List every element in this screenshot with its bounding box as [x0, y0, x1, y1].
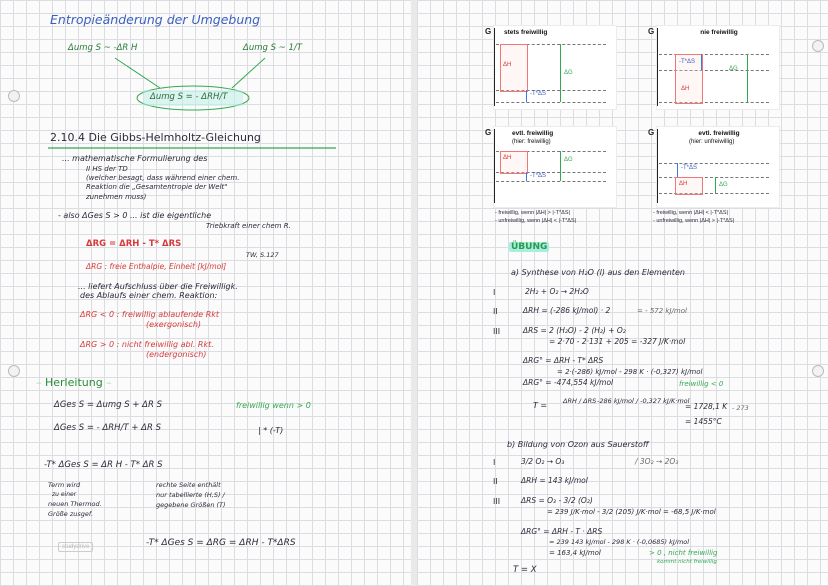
dG-label: ΔG	[719, 182, 728, 188]
derivation-step-1-note: freiwillig wenn > 0	[236, 401, 311, 410]
derivation-step-3: -T* ΔGes S = ΔR H - T* ΔR S	[44, 460, 163, 470]
TdS-label: -T*ΔS	[681, 165, 698, 171]
right-side-note-1: rechte Seite enthält	[156, 481, 221, 489]
task-a-II: ΔRH = (-286 kJ/mol) · 2	[523, 306, 611, 315]
task-a-G-1: ΔRG° = ΔRH - T* ΔRS	[523, 356, 604, 365]
derivation-step-2: ΔGes S = - ΔRH/T + ΔR S	[54, 423, 161, 433]
panel-title: evtl. freiwillig	[512, 130, 554, 137]
term-note-3: neuen Thermod.	[48, 500, 102, 508]
dG-arrow	[560, 44, 561, 102]
derivation-heading	[36, 377, 112, 390]
diagram-stets-freiwillig	[485, 25, 617, 110]
section-underline	[48, 146, 338, 150]
heading-dash-icon: –	[102, 376, 112, 389]
g-axis-label: G	[648, 128, 655, 137]
task-b-heading: b) Bildung von Ozon aus Sauerstoff	[507, 440, 649, 449]
task-b-I-num: I	[493, 458, 496, 467]
binder-hole	[812, 40, 824, 52]
dH-label: ΔH	[681, 86, 690, 92]
right-notebook-page	[417, 0, 828, 586]
info-line-2: des Ablaufs einer chem. Reaktion:	[80, 291, 218, 300]
dG-arrow	[560, 151, 561, 181]
exercise-heading	[509, 242, 549, 252]
eq-right: Δumg S ~ 1/T	[243, 43, 302, 53]
g-axis-label: G	[648, 27, 655, 36]
intro-line-3: (welcher besagt, dass während einer chem.	[86, 174, 240, 182]
right-side-note-3: gegebene Größen (T)	[156, 501, 226, 509]
derivation-step-1: ΔGes S = Δumg S + ΔR S	[54, 400, 163, 410]
task-a-T-frac-1: ΔRH / ΔRS	[563, 397, 597, 405]
TdS-arrow	[526, 172, 527, 181]
task-b-I-alt: / 3O₂ → 2O₃	[635, 457, 679, 466]
dG-arrow	[715, 177, 716, 193]
intro-line-4: Reaktion die „Gesamtentropie der Welt"	[86, 183, 228, 191]
intro-line-2: II HS der TD	[86, 165, 128, 173]
task-a-T-result-1-note: - 273	[732, 404, 749, 412]
also-line-2: Triebkraft einer chem R.	[206, 222, 291, 230]
task-b-T: T = X	[513, 565, 537, 575]
intro-line-1: ... mathematische Formulierung des	[62, 154, 208, 163]
task-b-I: 3/2 O₂ → O₃	[521, 457, 565, 466]
g-axis-label: G	[485, 128, 492, 137]
task-b-G-3-note: > 0 , nicht freiwillig	[649, 549, 718, 557]
dG-label: ΔG	[564, 157, 573, 163]
exergonic-rule: ΔRG < 0 : freiwillig ablaufende Rkt	[80, 310, 220, 319]
TdS-label: -T*ΔS	[530, 173, 547, 179]
dG-label: ΔG	[564, 70, 573, 76]
exercise-heading-text: ÜBUNG	[511, 242, 548, 252]
task-a-II-result: = - 572 kJ/mol	[637, 307, 687, 315]
exergonic-label: (exergonisch)	[146, 320, 202, 329]
energy-level-dash	[496, 102, 606, 103]
diagram-evtl-unfreiwillig	[648, 126, 780, 208]
task-b-G-3-note-2: kommt nicht freiwillig	[657, 559, 717, 565]
task-a-III-num: III	[493, 327, 501, 336]
final-equation-text: -T* ΔGes S = ΔRG = ΔRH - T*ΔRS	[146, 538, 296, 548]
left-notebook-page	[0, 0, 411, 586]
info-line-1: ... liefert Aufschluss über die Freiwilligk.	[78, 282, 238, 291]
energy-level-dash	[496, 181, 606, 182]
diagram-nie-freiwillig	[648, 25, 780, 110]
task-a-III-1: ΔRS = 2 (H₂O) - 2 (H₂) + O₂	[523, 326, 626, 335]
textbook-reference: TW, S.127	[246, 251, 279, 259]
dG-label: ΔG	[729, 66, 738, 72]
g-axis	[657, 28, 658, 106]
TdS-arrow	[701, 54, 702, 70]
TdS-arrow	[677, 163, 678, 177]
task-a-I: 2H₂ + O₂ → 2H₂O	[525, 287, 589, 296]
term-note-2: zu einer	[52, 491, 77, 498]
task-b-II-num: II	[493, 477, 498, 486]
task-a-G-2: = 2·(-286) kJ/mol - 298 K · (-0,327) kJ/mol	[557, 368, 703, 376]
watermark-logo: studydrive	[58, 542, 93, 552]
g-axis	[657, 129, 658, 203]
dH-label: ΔH	[679, 181, 688, 187]
g-axis-label: G	[485, 27, 492, 36]
rule-right-2: - unfreiwillig, wenn |ΔH| > |-T*ΔS|	[653, 218, 735, 224]
rule-left-2: - unfreiwillig, wenn |ΔH| < |-T*ΔS|	[495, 218, 577, 224]
task-b-III-2: = 239 J/K·mol - 3/2 (205) J/K·mol = -68,5 J/K·mol	[547, 508, 716, 516]
rule-left-1: - freiwillig, wenn |ΔH| > |-T*ΔS|	[495, 210, 570, 216]
task-b-G-2: = 239 143 kJ/mol - 298 K · (-0,0685) kJ/mol	[549, 538, 690, 546]
task-a-III-2: = 2·70 - 2·131 + 205 = -327 J/K·mol	[549, 337, 686, 346]
final-equation	[146, 538, 296, 548]
task-a-G-3-note: freiwillig < 0	[679, 380, 724, 388]
TdS-label: -T*ΔS	[530, 91, 547, 97]
panel-title: stets freiwillig	[504, 29, 548, 36]
task-b-G-3: = 163,4 kJ/mol	[549, 549, 601, 557]
binder-hole	[8, 365, 20, 377]
term-note-4: Größe zusgef.	[48, 510, 94, 518]
task-a-T-lhs: T =	[533, 401, 548, 410]
dH-label: ΔH	[503, 62, 512, 68]
task-a-II-num: II	[493, 307, 498, 316]
panel-title: nie freiwillig	[700, 29, 738, 36]
gibbs-equation: ΔRG = ΔRH - T* ΔRS	[86, 239, 182, 249]
energy-level-dash	[659, 163, 769, 164]
intro-line-5: zunehmen muss)	[86, 193, 147, 201]
term-note-1: Term wird	[48, 481, 81, 489]
page-title: Entropieänderung der Umgebung	[50, 12, 261, 27]
task-b-G-1: ΔRG° = ΔRH - T · ΔRS	[521, 527, 603, 536]
TdS-label: -T*ΔS	[679, 59, 696, 65]
task-b-III-1: ΔRS = O₃ - 3/2 (O₂)	[521, 496, 593, 505]
derivation-heading-text: Herleitung	[45, 376, 103, 389]
panel-subtitle: (hier: freiwillig)	[512, 139, 551, 145]
derivation-step-2-note: | * (-T)	[258, 426, 284, 435]
g-axis	[494, 28, 495, 106]
heading-dash-icon: –	[36, 376, 45, 389]
task-b-III-num: III	[493, 497, 501, 506]
task-a-T-result-2: = 1455°C	[685, 417, 722, 426]
rule-right-1: - freiwillig, wenn |ΔH| < |-T*ΔS|	[653, 210, 728, 216]
dH-bar	[500, 44, 528, 92]
right-side-note-2: nur tabellierte (H,S) /	[156, 491, 225, 499]
task-a-G-3: ΔRG° = -474,554 kJ/mol	[523, 378, 614, 387]
g-axis	[494, 129, 495, 203]
eq-left: Δumg S ~ -ΔR H	[68, 43, 138, 53]
task-a-T-frac-2: -286 kJ/mol / -0,327 kJ/K·mol	[597, 397, 690, 405]
TdS-arrow	[526, 90, 527, 102]
dH-label: ΔH	[503, 155, 512, 161]
diagram-evtl-freiwillig	[485, 126, 617, 208]
also-line-1: - also ΔGes S > 0 ... ist die eigentliche	[58, 211, 212, 220]
dG-arrow	[747, 54, 748, 102]
gibbs-definition: ΔRG : freie Enthalpie, Einheit [kJ/mol]	[86, 262, 227, 271]
task-a-I-num: I	[493, 288, 496, 297]
section-heading: 2.10.4 Die Gibbs-Helmholtz-Gleichung	[50, 131, 261, 144]
endergonic-label: (endergonisch)	[146, 350, 207, 359]
eq-center: Δumg S = - ΔRH/T	[150, 92, 228, 102]
task-a-heading: a) Synthese von H₂O (l) aus den Elementen	[511, 268, 685, 277]
task-b-II: ΔRH = 143 kJ/mol	[521, 476, 588, 485]
task-a-T-result-1: = 1728,1 K	[685, 402, 728, 411]
binder-hole	[812, 365, 824, 377]
panel-title: evtl. freiwillig	[698, 130, 740, 137]
panel-subtitle: (hier: unfreiwillig)	[689, 139, 735, 145]
endergonic-rule: ΔRG > 0 : nicht freiwillig abl. Rkt.	[80, 340, 214, 349]
